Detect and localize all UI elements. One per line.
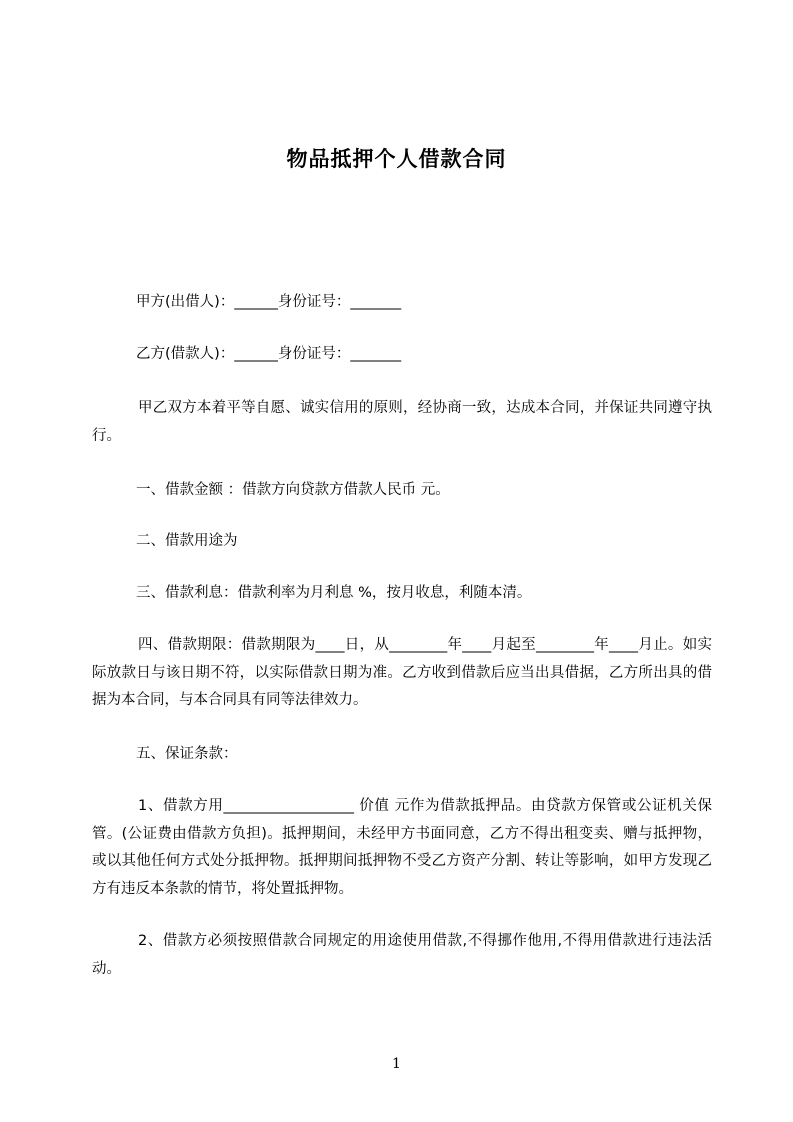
clause-interest: 三、借款利息：借款利率为月利息 %，按月收息，利随本清。	[136, 585, 532, 601]
clause-loan-purpose: 二、借款用途为	[136, 533, 238, 549]
guarantee-item-1: 1、借款方用__________________ 价值 元作为借款抵押品。由贷款方保管或公证机关保管。(公证费由借款方负担)。抵押期间，未经甲方书面同意，乙方不得出租变卖、赠与抵押物，或以其他任何方式处分抵押物。抵押期间抵押物不受乙方资产分割、转让等影响，如甲方发现乙方有违反本条款的情节，将处置抵押物。	[92, 798, 712, 897]
guarantee-item-2: 2、借款方必须按照借款合同规定的用途使用借款,不得挪作他用,不得用借款进行违法活动。	[92, 933, 712, 977]
clause-loan-amount: 一、借款金额 ：借款方向贷款方借款人民币 元。	[136, 482, 450, 498]
party-b-line: 乙方(借款人)：______身份证号：_______	[136, 346, 402, 362]
party-a-line: 甲方(出借人)：______身份证号：_______	[136, 294, 402, 310]
clause-guarantee-heading: 五、保证条款：	[136, 746, 238, 762]
clause-loan-term: 四、借款期限：借款期限为____日，从________年____月起至________年____月止。如实际放款日与该日期不符，以实际借款日期为准。乙方收到借款后应当出具借据，乙方所出具的借据为本合同，与本合同具有同等法律效力。	[92, 637, 712, 708]
document-title: 物品抵押个人借款合同	[286, 147, 507, 171]
page-number: 1	[392, 1056, 401, 1072]
intro-paragraph: 甲乙双方本着平等自愿、诚实信用的原则，经协商一致，达成本合同，并保证共同遵守执行。	[92, 400, 712, 444]
